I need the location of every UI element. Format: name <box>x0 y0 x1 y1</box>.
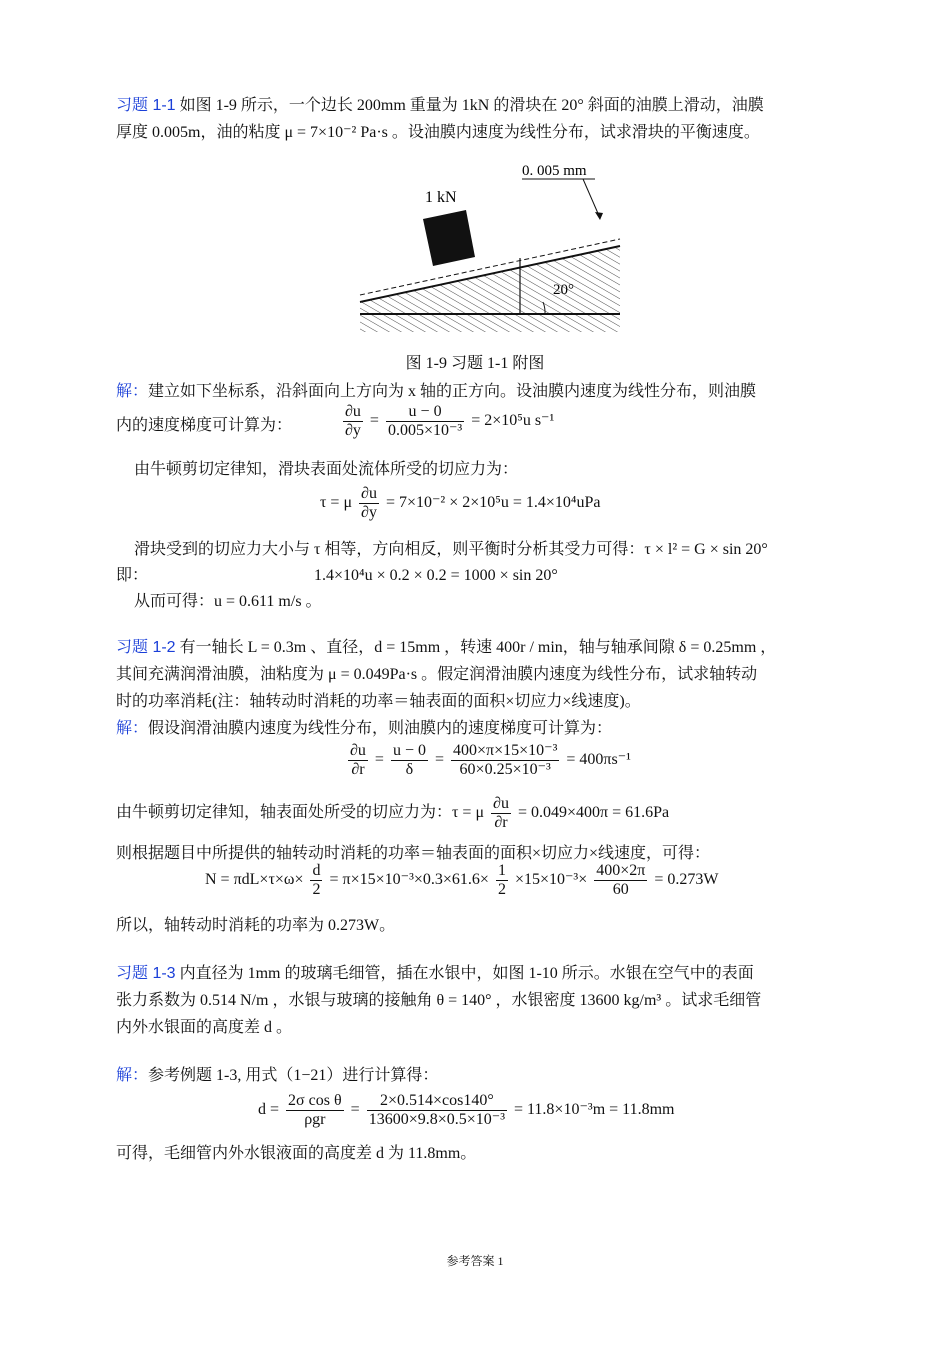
eq-rhs: = 0.273W <box>654 871 719 889</box>
eq-den: 60×0.25×10⁻³ <box>459 761 551 778</box>
problem2-result: 所以，轴转动时消耗的功率为 0.273W。 <box>116 917 396 934</box>
eq-num: ∂u <box>361 485 377 502</box>
eq-mid2: ×15×10⁻³× <box>514 871 588 889</box>
problem3-eq1: d = $\frac{\text{2σ cos θ}}{\text{ρgr}}$ = $\frac{2\times 0.514\times\cos 140^\circ}{\text{13600×9.8×0.5×10⁻³}}$ = 11.8×10⁻³m = 11.8mm <box>258 1092 675 1128</box>
problem3-solution-text1: 参考例题 1-3, 用式（1−21）进行计算得： <box>148 1067 439 1084</box>
problem2-label: 习题 1-2 <box>116 639 176 656</box>
problem1-eq1: $\frac{\partial u}{\partial y}$ = $\frac{u - 0}{\text{0.005×10⁻³}}$ = 2×10⁵u s⁻¹ <box>345 403 555 439</box>
problem1-solution-line2: 内的速度梯度可计算为： <box>116 417 293 434</box>
eq-rhs: = 7×10⁻² × 2×10⁵u = 1.4×10⁴uPa <box>385 494 601 512</box>
problem1-line1 <box>116 92 886 119</box>
eq-num: 400×π×15×10⁻³ <box>453 742 558 759</box>
problem3-line3: 内外水银面的高度差 d 。 <box>116 1019 293 1036</box>
problem1-balance-text: 滑块受到的切应力大小与 τ 相等，方向相反，则平衡时分析其受力可得：τ × l² = G × sin 20° <box>134 541 768 558</box>
problem1-line2: 厚度 0.005m，油的粘度 μ = 7×10⁻² Pa·s 。设油膜内速度为线性分布，试求滑块的平衡速度。 <box>116 124 760 141</box>
problem3-solution-line1 <box>116 1062 886 1089</box>
problem2-line2: 其间充满润滑油膜，油粘度为 μ = 0.049Pa·s 。假定润滑油膜内速度为线性分布，试求轴转动 <box>116 666 758 683</box>
problem1-solution-text1: 建立如下坐标系，沿斜面向上方向为 x 轴的正方向。设油膜内速度为线性分布，则油膜 <box>148 383 757 400</box>
eq-num: u − 0 <box>386 403 464 422</box>
leader-arrow <box>595 212 603 220</box>
eq-lhs: τ = μ <box>320 494 353 512</box>
problem2-solution-line1 <box>116 715 886 742</box>
problem3-text1: 内直径为 1mm 的玻璃毛细管，插在水银中，如图 1-10 所示。水银在空气中的表面 <box>179 965 754 982</box>
eq-lhs: N = πdL×τ×ω× <box>205 871 304 889</box>
thickness-leader <box>583 179 600 218</box>
eq-den: 0.005×10⁻³ <box>387 422 463 439</box>
eq-num: d <box>312 862 321 879</box>
eq-rhs: = 0.049×400π = 61.6Pa <box>517 804 670 822</box>
problem1-solution-label: 解： <box>116 383 149 400</box>
problem2-eq1: $\frac{\partial u}{\partial r}$ = $\frac{u - 0}{\delta}$ = $\frac{\text{400×π×15×10⁻³}}{\text{60×0.25×10⁻³}}$ = 400πs⁻¹ <box>350 742 631 778</box>
problem2-solution-label: 解： <box>116 720 149 737</box>
problem1-text1: 如图 1-9 所示，一个边长 200mm 重量为 1kN 的滑块在 20° 斜面的油膜上滑动，油膜 <box>179 97 764 114</box>
problem3-label: 习题 1-3 <box>116 965 176 982</box>
eq-den: ∂r <box>351 761 365 778</box>
eq-den: ∂y <box>361 504 377 521</box>
eq-den: δ <box>405 761 414 778</box>
eq-den: 2 <box>497 881 506 898</box>
eq-num: 1 <box>497 862 506 879</box>
problem1-solution-line1 <box>116 378 886 405</box>
eq-num: 400×2π <box>596 862 646 879</box>
eq-den: ρgr <box>304 1111 326 1128</box>
eq-den: 60 <box>612 881 629 898</box>
angle-label: 20° <box>553 282 574 298</box>
problem1-eq3: 1.4×10⁴u × 0.2 × 0.2 = 1000 × sin 20° <box>314 567 558 584</box>
eq-num: 2σ cos θ <box>288 1092 342 1109</box>
problem2-line1 <box>116 634 886 661</box>
eq-num: 2×0.514×cos140° <box>367 1092 507 1111</box>
problem3-line2: 张力系数为 0.514 N/m ，水银与玻璃的接触角 θ = 140° ，水银密度 13600 kg/m³ 。试求毛细管 <box>116 992 762 1009</box>
eq-den: 2 <box>312 881 321 898</box>
page-footer: 参考答案 1 <box>446 1254 504 1268</box>
eq-text: 由牛顿剪切定律知，轴表面处所受的切应力为：τ = μ <box>116 804 485 822</box>
eq-den: ∂r <box>494 814 508 831</box>
problem1-result: 从而可得：u = 0.611 m/s 。 <box>134 593 322 610</box>
eq-num: ∂u <box>345 403 361 420</box>
problem2-eq3 <box>205 862 718 899</box>
problem2-eq2 <box>116 795 669 832</box>
problem2-text1: 有一轴长 L = 0.3m 、直径，d = 15mm ，转速 400r / min，轴与轴承间隙 δ = 0.25mm ， <box>179 639 777 656</box>
problem2-solution-text1: 假设润滑油膜内速度为线性分布，则油膜内的速度梯度可计算为： <box>148 720 613 737</box>
eq-mid: = π×15×10⁻³×0.3×61.6× <box>329 871 489 889</box>
problem3-result: 可得，毛细管内外水银液面的高度差 d 为 11.8mm。 <box>116 1145 477 1162</box>
slider-block <box>423 210 475 266</box>
figure-1-9 <box>355 160 635 345</box>
eq-rhs: = 11.8×10⁻³m = 11.8mm <box>514 1101 675 1119</box>
problem1-ie-label: 即： <box>116 567 149 584</box>
problem1-label: 习题 1-1 <box>116 97 176 114</box>
problem2-line3: 时的功率消耗(注：轴转动时消耗的功率＝轴表面的面积×切应力×线速度)。 <box>116 693 641 710</box>
problem3-line1 <box>116 960 886 987</box>
weight-label: 1 kN <box>425 189 457 206</box>
eq-num: ∂u <box>493 795 509 812</box>
thickness-label: 0. 005 mm <box>522 163 587 179</box>
ground-hatch <box>360 246 620 332</box>
problem1-newton-text: 由牛顿剪切定律知，滑块表面处流体所受的切应力为： <box>134 461 519 478</box>
eq-num: u − 0 <box>392 742 426 759</box>
figure-caption: 图 1-9 习题 1-1 附图 <box>405 355 545 372</box>
problem2-power-text: 则根据题目中所提供的轴转动时消耗的功率＝轴表面的面积×切应力×线速度，可得： <box>116 845 711 862</box>
eq-num: ∂u <box>350 742 366 759</box>
eq-lhs: d = <box>258 1101 280 1119</box>
problem1-eq2 <box>320 485 600 522</box>
eq-rhs: = 2×10⁵u s⁻¹ <box>471 412 555 430</box>
eq-den: 13600×9.8×0.5×10⁻³ <box>368 1111 505 1128</box>
problem3-solution-label: 解： <box>116 1067 149 1084</box>
eq-rhs: = 400πs⁻¹ <box>566 751 631 769</box>
eq-den: ∂y <box>345 422 361 439</box>
